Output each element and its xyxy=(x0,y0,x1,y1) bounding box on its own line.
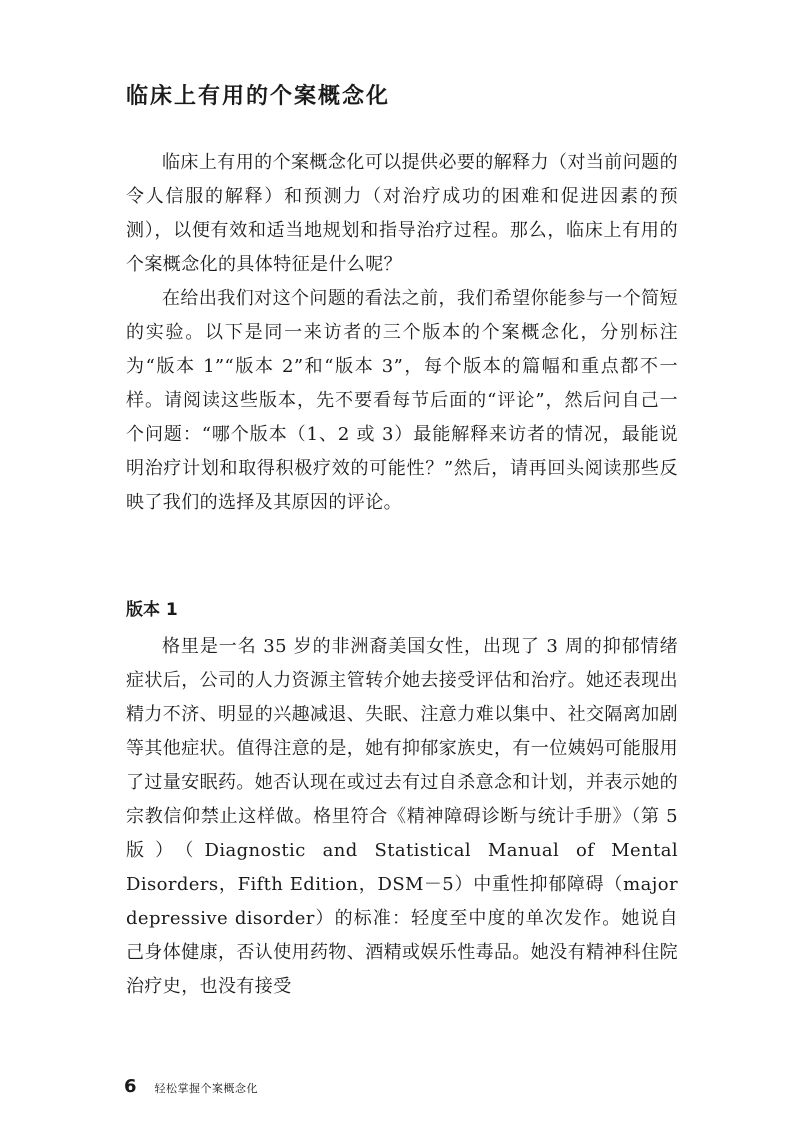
intro-section xyxy=(126,146,678,520)
version1-section xyxy=(126,630,678,1004)
page-footer xyxy=(124,1076,258,1100)
running-title: 轻松掌握个案概念化 xyxy=(154,1082,259,1095)
version1-paragraph: 格里是一名 35 岁的非洲裔美国女性，出现了 3 周的抑郁情绪症状后，公司的人力资源主管转介她去接受评估和治疗。她还表现出精力不济、明显的兴趣减退、失眠、注意力难以集中、社交隔离加剧等其他症状。值得注意的是，她有抑郁家族史，有一位姨妈可能服用了过量安眠药。她否认现在或过去有过自杀意念和计划，并表示她的宗教信仰禁止这样做。格里符合《精神障碍诊断与统计手册》（第 5 版）（Diagnostic and Statistical Manual of Mental Disorders，Fifth Edition，DSM－5）中重性抑郁障碍（major depressive disorder）的标准：轻度至中度的单次发作。她说自己身体健康，否认使用药物、酒精或娱乐性毒品。她没有精神科住院治疗史，也没有接受 xyxy=(126,636,678,997)
page-number: 6 xyxy=(124,1076,137,1097)
version1-heading: 版本 1 xyxy=(126,600,178,620)
intro-paragraph: 在给出我们对这个问题的看法之前，我们希望你能参与一个简短的实验。以下是同一来访者的三个版本的个案概念化，分别标注为“版本 1”“版本 2”和“版本 3”，每个版本的篇幅和重点都不一样。请阅读这些版本，先不要看每节后面的“评论”，然后问自己一个问题：“哪个版本（1、2 或 3）最能解释来访者的情况，最能说明治疗计划和取得积极疗效的可能性？”然后，请再回头阅读那些反映了我们的选择及其原因的评论。 xyxy=(126,288,678,513)
section-title: 临床上有用的个案概念化 xyxy=(126,84,391,109)
intro-paragraph: 临床上有用的个案概念化可以提供必要的解释力（对当前问题的令人信服的解释）和预测力（对治疗成功的困难和促进因素的预测），以便有效和适当地规划和指导治疗过程。那么，临床上有用的个案概念化的具体特征是什么呢？ xyxy=(126,152,678,275)
